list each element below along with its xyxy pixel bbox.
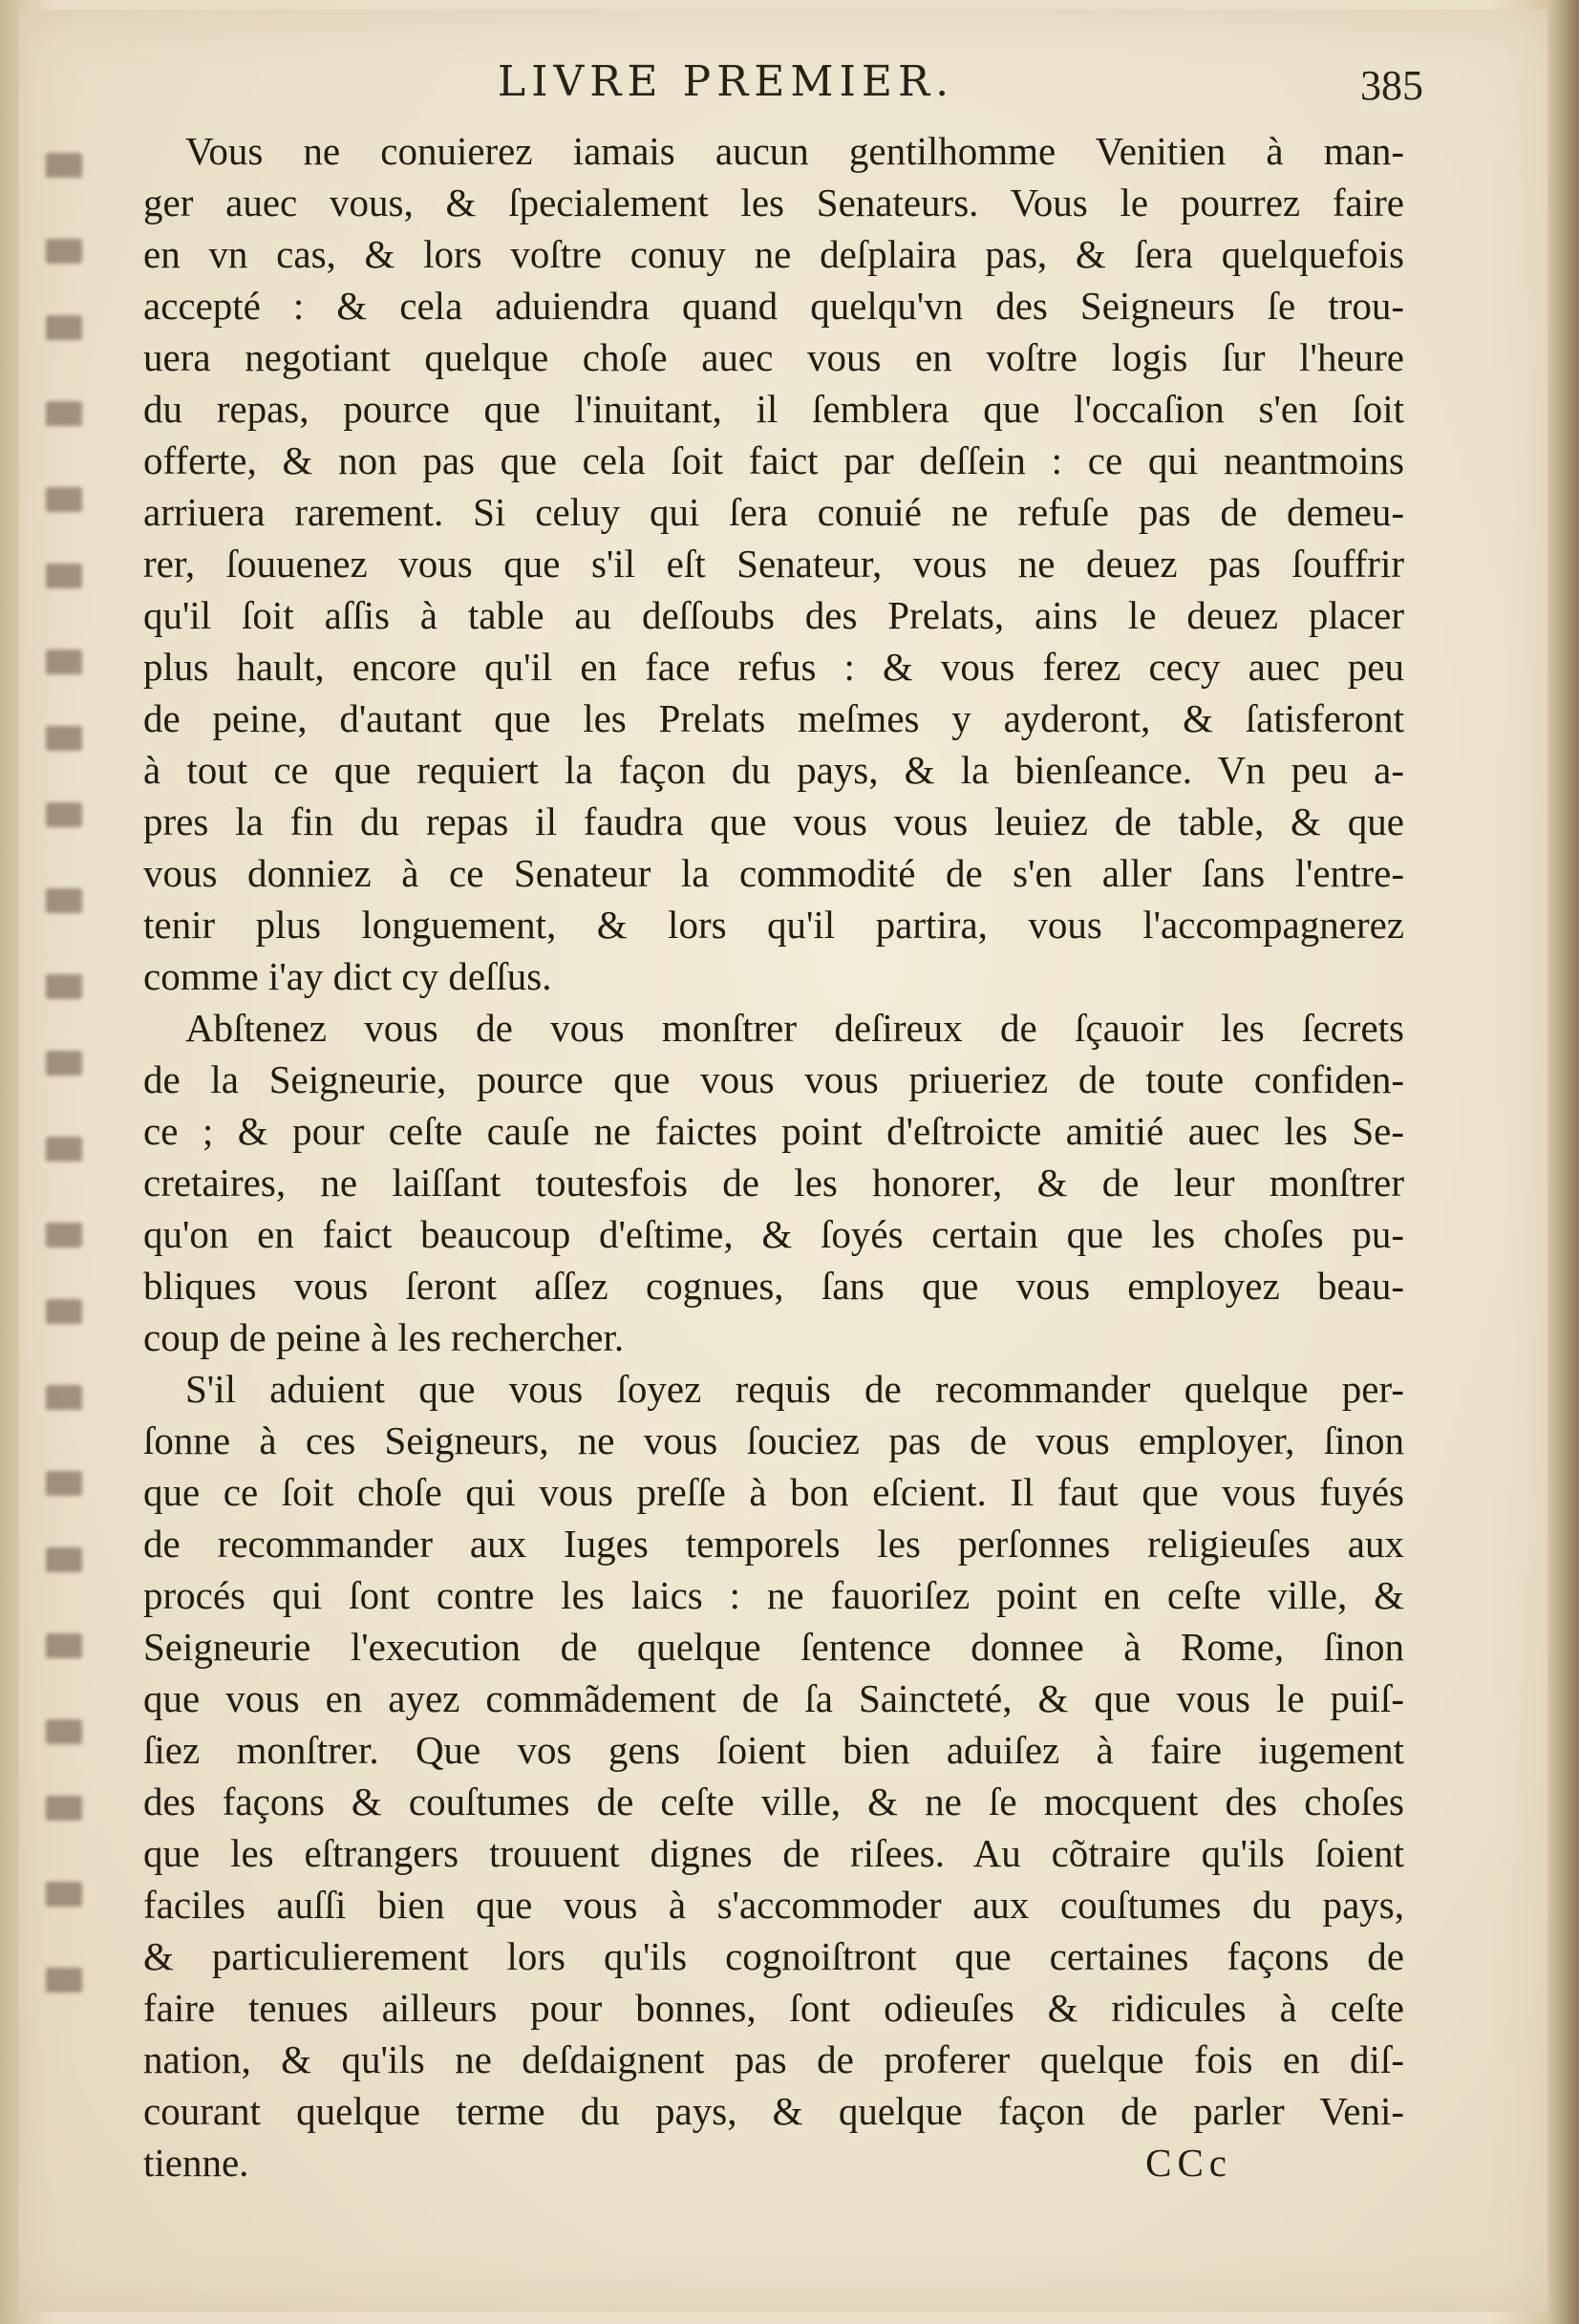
text-line: de recommander aux Iuges temporels les perſonnes religieuſes aux [143,1522,1404,1566]
text-line: uera negotiant quelque choſe auec vous en voſtre logis ſur l'heure [143,335,1404,379]
text-line: à tout ce que requiert la façon du pays, & la bienſeance. Vn peu a- [143,748,1404,792]
text-line: Vous ne conuierez iamais aucun gentilhomme Venitien à man- [185,129,1404,173]
text-line: coup de peine à les rechercher. [143,1315,625,1359]
text-line: que vous en ayez commãdement de ſa Saincteté, & que vous le puiſ- [143,1676,1404,1720]
text-line: Seigneurie l'execution de quelque ſentence donnee à Rome, ſinon [143,1625,1404,1669]
running-title: LIVRE PREMIER. [497,57,955,106]
text-line: rer, ſouuenez vous que s'il eſt Senateur, vous ne deuez pas ſouffrir [143,542,1404,586]
text-line: pres la fin du repas il faudra que vous vous leuiez de table, & que [143,800,1404,843]
page-number: 385 [1360,62,1423,109]
text-line: faire tenues ailleurs pour bonnes, ſont odieuſes & ridicules à ceſte [143,1986,1404,2030]
final-line [143,2137,1232,2188]
body-text [143,125,1404,2188]
text-line: ce ; & pour ceſte cauſe ne faictes point d'eſtroicte amitié auec les Se- [143,1109,1404,1153]
text-line: plus hault, encore qu'il en face refus : & vous ferez cecy auec peu [143,645,1404,689]
text-line: cretaires, ne laiſſant toutesfois de les honorer, & de leur monſtrer [143,1161,1404,1205]
final-word: tienne. [143,2141,249,2185]
text-line: arriuera rarement. Si celuy qui ſera conuié ne refuſe pas de demeu- [143,490,1404,534]
text-line: offerte, & non pas que cela ſoit faict par deſſein : ce qui neantmoins [143,438,1404,482]
text-line: ſonne à ces Seigneurs, ne vous ſouciez pas de vous employer, ſinon [143,1418,1404,1462]
paragraph-3 [143,1363,1404,2188]
text-line: & particulierement lors qu'ils cognoiſtront que certaines façons de [143,1934,1404,1978]
text-line: en vn cas, & lors voſtre conuy ne deſplaira pas, & ſera quelquefois [143,232,1404,276]
text-line: courant quelque terme du pays, & quelque façon de parler Veni- [143,2089,1404,2133]
signature-mark: CCc [1145,2141,1232,2185]
text-line: comme i'ay dict cy deſſus. [143,954,552,998]
paragraph-1 [143,125,1404,1002]
text-line: ger auec vous, & ſpecialement les Senateurs. Vous le pourrez faire [143,181,1404,224]
text-line: tenir plus longuement, & lors qu'il partira, vous l'accompagnerez [143,903,1404,947]
text-line: des façons & couſtumes de ceſte ville, & ne ſe mocquent des choſes [143,1780,1404,1823]
text-line: que les eſtrangers trouuent dignes de riſees. Au cõtraire qu'ils ſoient [143,1831,1404,1875]
text-line: procés qui ſont contre les laics : ne fauoriſez point en ceſte ville, & [143,1573,1404,1617]
text-line: vous donniez à ce Senateur la commodité de s'en aller ſans l'entre- [143,851,1404,895]
bleed-through-margin [46,134,92,2044]
text-line: de peine, d'autant que les Prelats meſmes y ayderont, & ſatisferont [143,696,1404,740]
text-line: bliques vous ſeront aſſez cognues, ſans que vous employez beau- [143,1264,1404,1308]
text-line: nation, & qu'ils ne deſdaignent pas de proferer quelque fois en diſ- [143,2037,1404,2081]
paragraph-2 [143,1002,1404,1363]
text-line: du repas, pource que l'inuitant, il ſemblera que l'occaſion s'en ſoit [143,387,1404,431]
text-line: S'il aduient que vous ſoyez requis de recommander quelque per- [185,1367,1404,1411]
text-line: que ce ſoit choſe qui vous preſſe à bon eſcient. Il faut que vous fuyés [143,1470,1404,1514]
text-line: qu'il ſoit aſſis à table au deſſoubs des Prelats, ains le deuez placer [143,593,1404,637]
text-line: qu'on en faict beaucoup d'eſtime, & ſoyés certain que les choſes pu- [143,1212,1404,1256]
text-line: ſiez monſtrer. Que vos gens ſoient bien aduiſez à faire iugement [143,1728,1404,1772]
text-line: de la Seigneurie, pource que vous vous priueriez de toute confiden- [143,1057,1404,1101]
text-line: Abſtenez vous de vous monſtrer deſireux de ſçauoir les ſecrets [185,1006,1404,1050]
text-line: faciles auſſi bien que vous à s'accommoder aux couſtumes du pays, [143,1883,1404,1927]
text-line: accepté : & cela aduiendra quand quelqu'vn des Seigneurs ſe trou- [143,284,1404,328]
